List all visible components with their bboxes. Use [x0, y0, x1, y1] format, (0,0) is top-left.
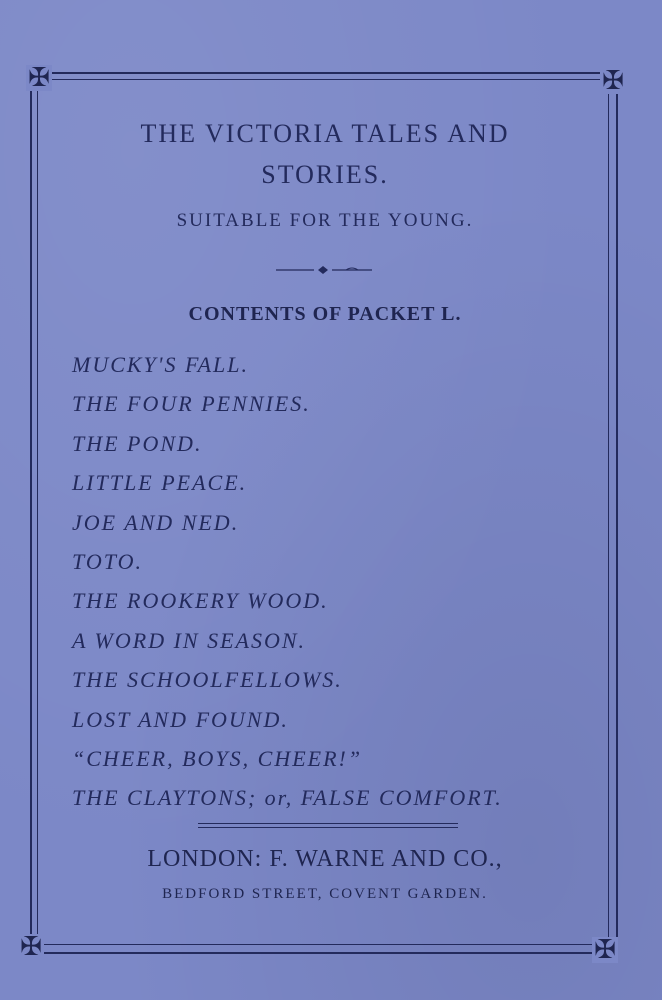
corner-cross-icon: ✠ — [18, 934, 44, 960]
contents-item: THE ROOKERY WOOD. — [72, 588, 329, 614]
contents-item: THE FOUR PENNIES. — [72, 391, 311, 417]
subtitle: SUITABLE FOR THE YOUNG. — [176, 210, 474, 231]
contents-item: MUCKY'S FALL. — [72, 352, 250, 377]
diamond-ornament-icon — [276, 262, 376, 278]
divider-rule — [198, 827, 458, 828]
title-line-2: STORIES. — [261, 160, 389, 189]
contents-item: A WORD IN SEASON. — [72, 627, 307, 653]
contents-heading: CONTENTS OF PACKET L. — [188, 303, 462, 325]
divider-rule — [198, 823, 458, 824]
publisher-line: LONDON: F. WARNE AND CO., — [147, 846, 503, 872]
contents-item: LOST AND FOUND. — [72, 706, 289, 732]
contents-item: “CHEER, BOYS, CHEER!” — [72, 745, 363, 771]
contents-item: TOTO. — [72, 548, 143, 574]
contents-item: THE SCHOOLFELLOWS. — [72, 667, 343, 693]
title-line-1: THE VICTORIA TALES AND — [140, 119, 510, 148]
corner-cross-icon: ✠ — [600, 68, 626, 94]
corner-cross-icon: ✠ — [26, 65, 52, 91]
contents-item: LITTLE PEACE. — [72, 470, 248, 496]
publisher-address: BEDFORD STREET, COVENT GARDEN. — [162, 886, 488, 902]
contents-item: THE CLAYTONS; or, FALSE COMFORT. — [72, 785, 503, 811]
corner-cross-icon: ✠ — [592, 937, 618, 963]
contents-item: THE POND. — [72, 430, 203, 456]
contents-item: JOE AND NED. — [72, 509, 240, 535]
contents-list — [72, 345, 503, 818]
